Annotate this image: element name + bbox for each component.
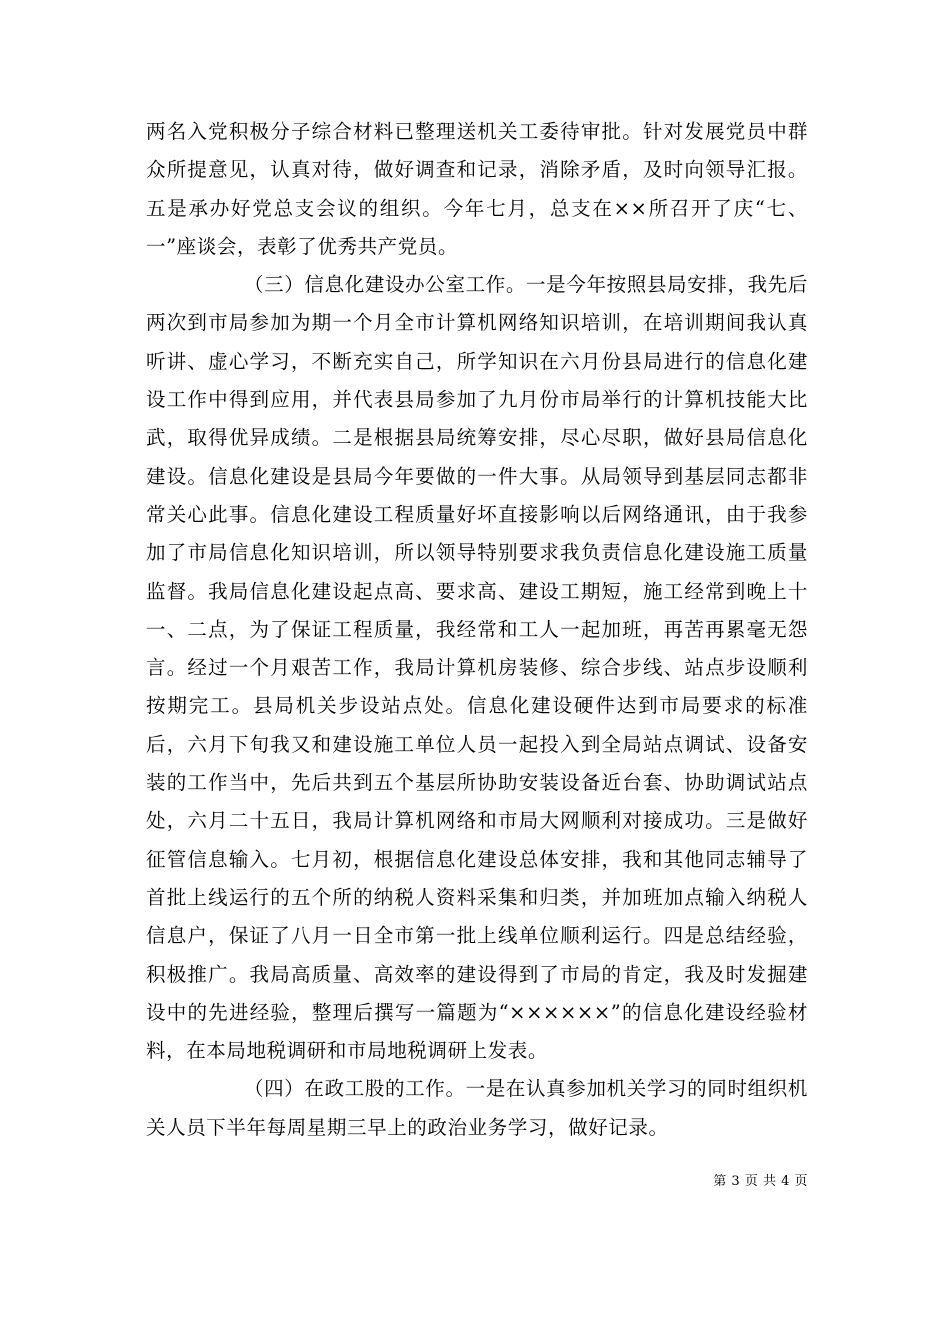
document-body <box>146 113 808 1147</box>
paragraph-political-work-section: （四）在政工股的工作。一是在认真参加机关学习的同时组织机关人员下半年每周星期三早上的政治业务学习，做好记录。 <box>146 1077 808 1139</box>
paragraph-party-membership: 两名入党积极分子综合材料已整理送机关工委待审批。针对发展党员中群众所提意见，认真对待，做好调查和记录，消除矛盾，及时向领导汇报。五是承办好党总支会议的组织。今年七月，总支在××所召开了庆“七、一”座谈会，表彰了优秀共产党员。 <box>146 120 808 258</box>
page-number-footer: 第 3 页 共 4 页 <box>713 1174 808 1189</box>
paragraph-informatization-office: （三）信息化建设办公室工作。一是今年按照县局安排，我先后两次到市局参加为期一个月全市计算机网络知识培训，在培训期间我认真听讲、虚心学习，不断充实自己，所学知识在六月份县局进行的信息化建设工作中得到应用，并代表县局参加了九月份市局举行的计算机技能大比武，取得优异成绩。二是根据县局统筹安排，尽心尽职，做好县局信息化建设。信息化建设是县局今年要做的一件大事。从局领导到基层同志都非常关心此事。信息化建设工程质量好坏直接影响以后网络通讯，由于我参加了市局信息化知识培训，所以领导特别要求我负责信息化建设施工质量监督。我局信息化建设起点高、要求高、建设工期短，施工经常到晚上十一、二点，为了保证工程质量，我经常和工人一起加班，再苦再累毫无怨言。经过一个月艰苦工作，我局计算机房装修、综合步线、站点步设顺利按期完工。县局机关步设站点处。信息化建设硬件达到市局要求的标准后，六月下旬我又和建设施工单位人员一起投入到全局站点调试、设备安装的工作当中，先后共到五个基层所协助安装设备近台套、协助调试站点处，六月二十五日，我局计算机网络和市局大网顺利对接成功。三是做好征管信息输入。七月初，根据信息化建设总体安排，我和其他同志辅导了首批上线运行的五个所的纳税人资料采集和归类，并加班加点输入纳税人信息户，保证了八月一日全市第一批上线单位顺利运行。四是总结经验，积极推广。我局高质量、高效率的建设得到了市局的肯定，我及时发掘建设中的先进经验，整理后撰写一篇题为“××××××”的信息化建设经验材料，在本局地税调研和市局地税调研上发表。 <box>146 273 808 1063</box>
